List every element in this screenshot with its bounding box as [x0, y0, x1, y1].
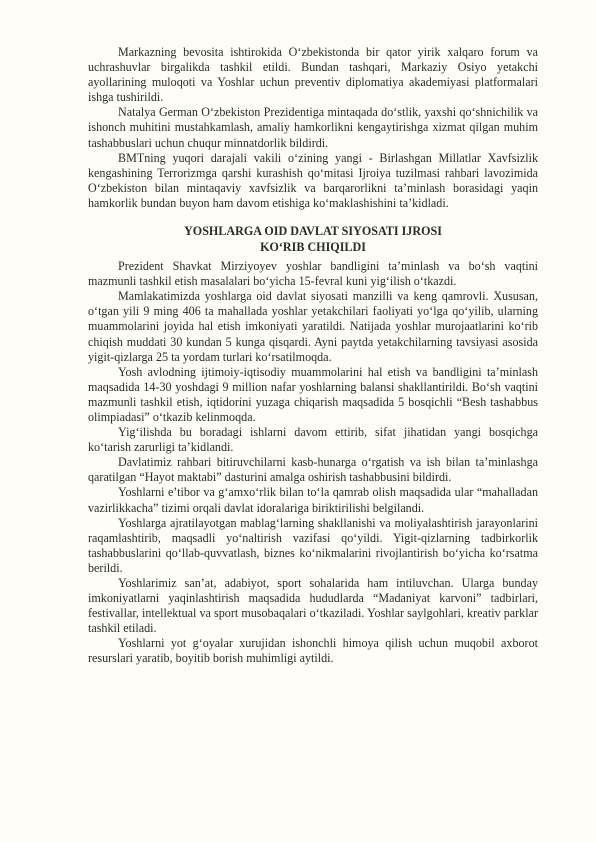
paragraph-employment: Yosh avlodning ijtimoiy-iqtisodiy muammolarini hal etish va bandligini ta’minlash maqsadida 14-30 yoshdagi 9 million nafar yoshlarning balansi shakllantirildi. Bo‘sh vaqtini mazmunli tashkil etish, iqtidorini yuzaga chiqarish maqsadida 5 bosqichli “Besh tashabbus olimpiadasi” o‘tkazib kelinmoqda. [88, 364, 538, 424]
paragraph-gratitude: Natalya German O‘zbekiston Prezidentiga mintaqada do‘stlik, yaxshi qo‘shnichilik va ishonch muhitini mustahkamlash, amaliy hamkorlikni kengaytirishga xizmat qilgan muhim tashabbuslari uchun chuqur minnatdorlik bildirdi. [88, 105, 538, 150]
paragraph-life-school: Davlatimiz rahbari bitiruvchilarni kasb-hunarga o‘rgatish va ish bilan ta’minlashga qaratilgan “Hayot maktabi” dasturini amalga oshirish tashabbusini bildirdi. [88, 455, 538, 485]
heading-line-2: KO‘RIB CHIQILDI [260, 239, 366, 254]
paragraph-youth-policy: Mamlakatimizda yoshlarga oid davlat siyosati manzilli va keng qamrovli. Xususan, o‘tgan yili 9 ming 406 ta mahallada yoshlar yetakchilari faoliyati yo‘lga qo‘yilib, ularning muammolarini joyida hal etish imkoniyati yaratildi. Natijada yoshlar murojaatlarini ko‘rib chiqish muddati 30 kundan 5 kunga qisqardi. Ayni paytda yetakchilarning tavsiyasi asosida yigit-qizlarga 25 ta yordam turlari ko‘rsatilmoqda. [88, 289, 538, 364]
paragraph-information: Yoshlarni yot g‘oyalar xurujidan ishonchli himoya qilish uchun muqobil axborot resurslari yaratib, boyitib borish muhimligi aytildi. [88, 636, 538, 666]
paragraph-forums: Markazning bevosita ishtirokida O‘zbekistonda bir qator yirik xalqaro forum va uchrashuvlar birgalikda tashkil etildi. Bundan tashqari, Markaziy Osiyo yetakchi ayollarining muloqoti va Yoshlar uchun preventiv diplomatiya akademiyasi platformalari ishga tushirildi. [88, 45, 538, 105]
section-heading [88, 224, 538, 255]
paragraph-culture: Yoshlarimiz san’at, adabiyot, sport sohalarida ham intiluvchan. Ularga bunday imkoniyatlarni yaqinlashtirish maqsadida hududlarda “Madaniyat karvoni” tadbirlari, festivallar, intellektual va sport musobaqalari o‘tkaziladi. Yoshlar saylgohlari, kreativ parklar tashkil etiladi. [88, 576, 538, 636]
heading-line-1: YOSHLARGA OID DAVLAT SIYOSATI IJROSI [184, 224, 442, 239]
paragraph-new-stage: Yig‘ilishda bu boradagi ishlarni davom ettirib, sifat jihatidan yangi bosqichga ko‘tarish zarurligi ta’kidlandi. [88, 425, 538, 455]
paragraph-meeting: Prezident Shavkat Mirziyoyev yoshlar bandligini ta’minlash va bo‘sh vaqtini mazmunli tashkil etish masalalari bo‘yicha 15-fevral kuni yig‘ilish o‘tkazdi. [88, 259, 538, 289]
paragraph-funding: Yoshlarga ajratilayotgan mablag‘larning shakllanishi va moliyalashtirish jarayonlarini raqamlashtirib, maqsadli yo‘naltirish vazifasi qo‘yildi. Yigit-qizlarning tadbirkorlik tashabbuslarini qo‘llab-quvvatlash, biznes ko‘nikmalarini rivojlantirish bo‘yicha ko‘rsatma berildi. [88, 515, 538, 575]
paragraph-un-representative: BMTning yuqori darajali vakili o‘zining yangi - Birlashgan Millatlar Xavfsizlik kengashining Terrorizmga qarshi kurashish qo‘mitasi Ijroiya tuzilmasi rahbari lavozimida O‘zbekiston bilan mintaqaviy xavfsizlik va barqarorlikni ta’minlash borasidagi yaqin hamkorlik bundan buyon ham davom etishiga ko‘maklashishini ta’kidladi. [88, 150, 538, 210]
paragraph-care-system: Yoshlarni e’tibor va g‘amxo‘rlik bilan to‘la qamrab olish maqsadida ular “mahalladan vazirlikkacha” tizimi orqali davlat idoralariga biriktirilishi belgilandi. [88, 485, 538, 515]
